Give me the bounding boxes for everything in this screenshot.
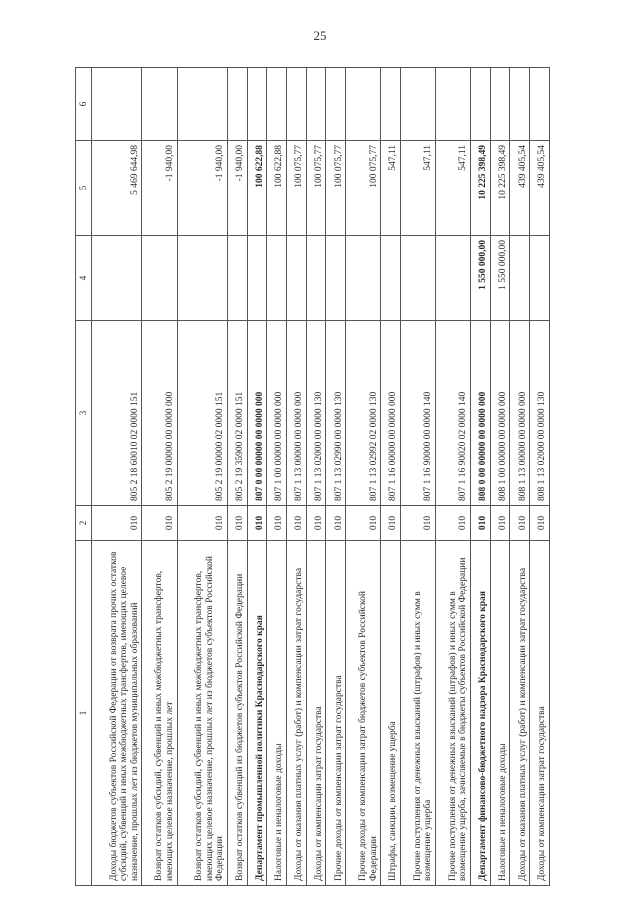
description-cell: Налоговые и неналоговые доходы: [490, 541, 510, 886]
table-row: [227, 68, 247, 886]
amount-cell-col5: 100 075,77: [346, 141, 381, 236]
line-code-cell: 010: [92, 506, 142, 541]
amount-cell-col5: 439 405,54: [510, 141, 530, 236]
amount-cell-col6: [490, 68, 510, 141]
budget-code-cell: 805 2 19 00000 00 0000 000: [142, 321, 177, 506]
header-row: [76, 68, 92, 886]
table-row: [346, 68, 381, 886]
budget-code-cell: 805 2 19 00000 02 0000 151: [177, 321, 227, 506]
description-cell: Возврат остатков субсидий, субвенций и иных межбюджетных трансфертов, имеющих целевое назначение, прошлых лет из бюджетов субъектов Российской Федерации: [177, 541, 227, 886]
amount-cell-col6: [287, 68, 307, 141]
amount-cell-col6: [346, 68, 381, 141]
amount-cell-col5: 100 622,88: [247, 141, 267, 236]
description-cell: Доходы от компенсации затрат государства: [306, 541, 326, 886]
amount-cell-col5: 100 075,77: [326, 141, 346, 236]
budget-code-cell: 805 2 19 35900 02 0000 151: [227, 321, 247, 506]
line-code-cell: 010: [227, 506, 247, 541]
budget-code-cell: 807 1 13 00000 00 0000 000: [287, 321, 307, 506]
line-code-cell: 010: [471, 506, 491, 541]
amount-cell-col6: [400, 68, 435, 141]
line-code-cell: 010: [142, 506, 177, 541]
amount-cell-col5: 547,11: [381, 141, 401, 236]
amount-cell-col4: 1 550 000,00: [471, 236, 491, 321]
amount-cell-col6: [92, 68, 142, 141]
budget-code-cell: 807 1 16 00000 00 0000 000: [381, 321, 401, 506]
line-code-cell: 010: [177, 506, 227, 541]
amount-cell-col6: [306, 68, 326, 141]
amount-cell-col4: [381, 236, 401, 321]
description-cell: Возврат остатков субсидий, субвенций и иных межбюджетных трансфертов, имеющих целевое назначение, прошлых лет: [142, 541, 177, 886]
line-code-cell: 010: [267, 506, 287, 541]
header-cell: 1: [76, 541, 92, 886]
line-code-cell: 010: [530, 506, 550, 541]
amount-cell-col4: [287, 236, 307, 321]
budget-code-cell: 807 1 16 90020 02 0000 140: [435, 321, 470, 506]
budget-code-cell: 807 1 13 02000 00 0000 130: [306, 321, 326, 506]
amount-cell-col4: [400, 236, 435, 321]
amount-cell-col6: [435, 68, 470, 141]
amount-cell-col5: 439 405,54: [530, 141, 550, 236]
amount-cell-col4: [510, 236, 530, 321]
table-row: [287, 68, 307, 886]
amount-cell-col4: [227, 236, 247, 321]
amount-cell-col6: [247, 68, 267, 141]
budget-code-cell: 807 1 13 02990 00 0000 130: [326, 321, 346, 506]
line-code-cell: 010: [435, 506, 470, 541]
budget-code-cell: 805 2 18 60010 02 0000 151: [92, 321, 142, 506]
description-cell: Доходы бюджетов субъектов Российской Федерации от возврата прочих остатков субсидий, субвенций и иных межбюджетных трансфертов, имеющих целевое назначение, прошлых лет из бюджетов муниципальных образований: [92, 541, 142, 886]
table-row: [510, 68, 530, 886]
amount-cell-col6: [510, 68, 530, 141]
amount-cell-col4: [92, 236, 142, 321]
budget-code-cell: 808 0 00 00000 00 0000 000: [471, 321, 491, 506]
amount-cell-col6: [471, 68, 491, 141]
amount-cell-col6: [530, 68, 550, 141]
amount-cell-col4: [530, 236, 550, 321]
budget-code-cell: 807 1 13 02992 02 0000 130: [346, 321, 381, 506]
header-cell: 3: [76, 321, 92, 506]
amount-cell-col4: [435, 236, 470, 321]
amount-cell-col4: [346, 236, 381, 321]
description-cell: Доходы от оказания платных услуг (работ) и компенсации затрат государства: [510, 541, 530, 886]
amount-cell-col6: [142, 68, 177, 141]
description-cell: Прочие доходы от компенсации затрат бюджетов субъектов Российской Федерации: [346, 541, 381, 886]
table-row: [530, 68, 550, 886]
budget-code-cell: 808 1 13 00000 00 0000 000: [510, 321, 530, 506]
line-code-cell: 010: [510, 506, 530, 541]
description-cell: Департамент финансово-бюджетного надзора Краснодарского края: [471, 541, 491, 886]
header-cell: 5: [76, 141, 92, 236]
description-cell: Возврат остатков субвенций из бюджетов субъектов Российской Федерации: [227, 541, 247, 886]
budget-code-cell: 807 0 00 00000 00 0000 000: [247, 321, 267, 506]
line-code-cell: 010: [326, 506, 346, 541]
description-cell: Налоговые и неналоговые доходы: [267, 541, 287, 886]
amount-cell-col6: [326, 68, 346, 141]
amount-cell-col5: 547,11: [400, 141, 435, 236]
amount-cell-col4: [267, 236, 287, 321]
table-row: [267, 68, 287, 886]
amount-cell-col4: [142, 236, 177, 321]
line-code-cell: 010: [287, 506, 307, 541]
table-row: [381, 68, 401, 886]
amount-cell-col5: 547,11: [435, 141, 470, 236]
amount-cell-col6: [267, 68, 287, 141]
amount-cell-col5: -1 940,00: [227, 141, 247, 236]
line-code-cell: 010: [247, 506, 267, 541]
description-cell: Доходы от компенсации затрат государства: [530, 541, 550, 886]
table-row: [490, 68, 510, 886]
amount-cell-col4: 1 550 000,00: [490, 236, 510, 321]
rotated-table-container: [75, 68, 550, 886]
budget-code-cell: 808 1 13 02000 00 0000 130: [530, 321, 550, 506]
amount-cell-col5: 10 225 398,49: [490, 141, 510, 236]
description-cell: Доходы от оказания платных услуг (работ) и компенсации затрат государства: [287, 541, 307, 886]
table-row: [471, 68, 491, 886]
amount-cell-col4: [247, 236, 267, 321]
amount-cell-col6: [177, 68, 227, 141]
amount-cell-col4: [326, 236, 346, 321]
table-row: [435, 68, 470, 886]
amount-cell-col5: 5 469 644,98: [92, 141, 142, 236]
revenue-table: [75, 67, 550, 886]
table-row: [326, 68, 346, 886]
amount-cell-col5: 100 075,77: [306, 141, 326, 236]
header-cell: 4: [76, 236, 92, 321]
line-code-cell: 010: [400, 506, 435, 541]
amount-cell-col5: -1 940,00: [142, 141, 177, 236]
line-code-cell: 010: [306, 506, 326, 541]
header-cell: 2: [76, 506, 92, 541]
page-number: 25: [313, 28, 327, 43]
budget-code-cell: 807 1 00 00000 00 0000 000: [267, 321, 287, 506]
header-cell: 6: [76, 68, 92, 141]
table-row: [142, 68, 177, 886]
table-row: [400, 68, 435, 886]
line-code-cell: 010: [490, 506, 510, 541]
description-cell: Прочие доходы от компенсации затрат государства: [326, 541, 346, 886]
amount-cell-col5: 100 075,77: [287, 141, 307, 236]
description-cell: Прочие поступления от денежных взысканий (штрафов) и иных сумм в возмещение ущерба, зачисляемые в бюджеты субъектов Российской Федерации: [435, 541, 470, 886]
amount-cell-col6: [227, 68, 247, 141]
table-row: [177, 68, 227, 886]
line-code-cell: 010: [346, 506, 381, 541]
amount-cell-col5: 10 225 398,49: [471, 141, 491, 236]
amount-cell-col5: 100 622,88: [267, 141, 287, 236]
amount-cell-col5: -1 940,00: [177, 141, 227, 236]
table-row: [92, 68, 142, 886]
description-cell: Штрафы, санкции, возмещение ущерба: [381, 541, 401, 886]
description-cell: Департамент промышленной политики Краснодарского края: [247, 541, 267, 886]
line-code-cell: 010: [381, 506, 401, 541]
amount-cell-col4: [306, 236, 326, 321]
amount-cell-col6: [381, 68, 401, 141]
amount-cell-col4: [177, 236, 227, 321]
budget-code-cell: 808 1 00 00000 00 0000 000: [490, 321, 510, 506]
budget-code-cell: 807 1 16 90000 00 0000 140: [400, 321, 435, 506]
description-cell: Прочие поступления от денежных взысканий (штрафов) и иных сумм в возмещение ущерба: [400, 541, 435, 886]
table-row: [247, 68, 267, 886]
table-row: [306, 68, 326, 886]
